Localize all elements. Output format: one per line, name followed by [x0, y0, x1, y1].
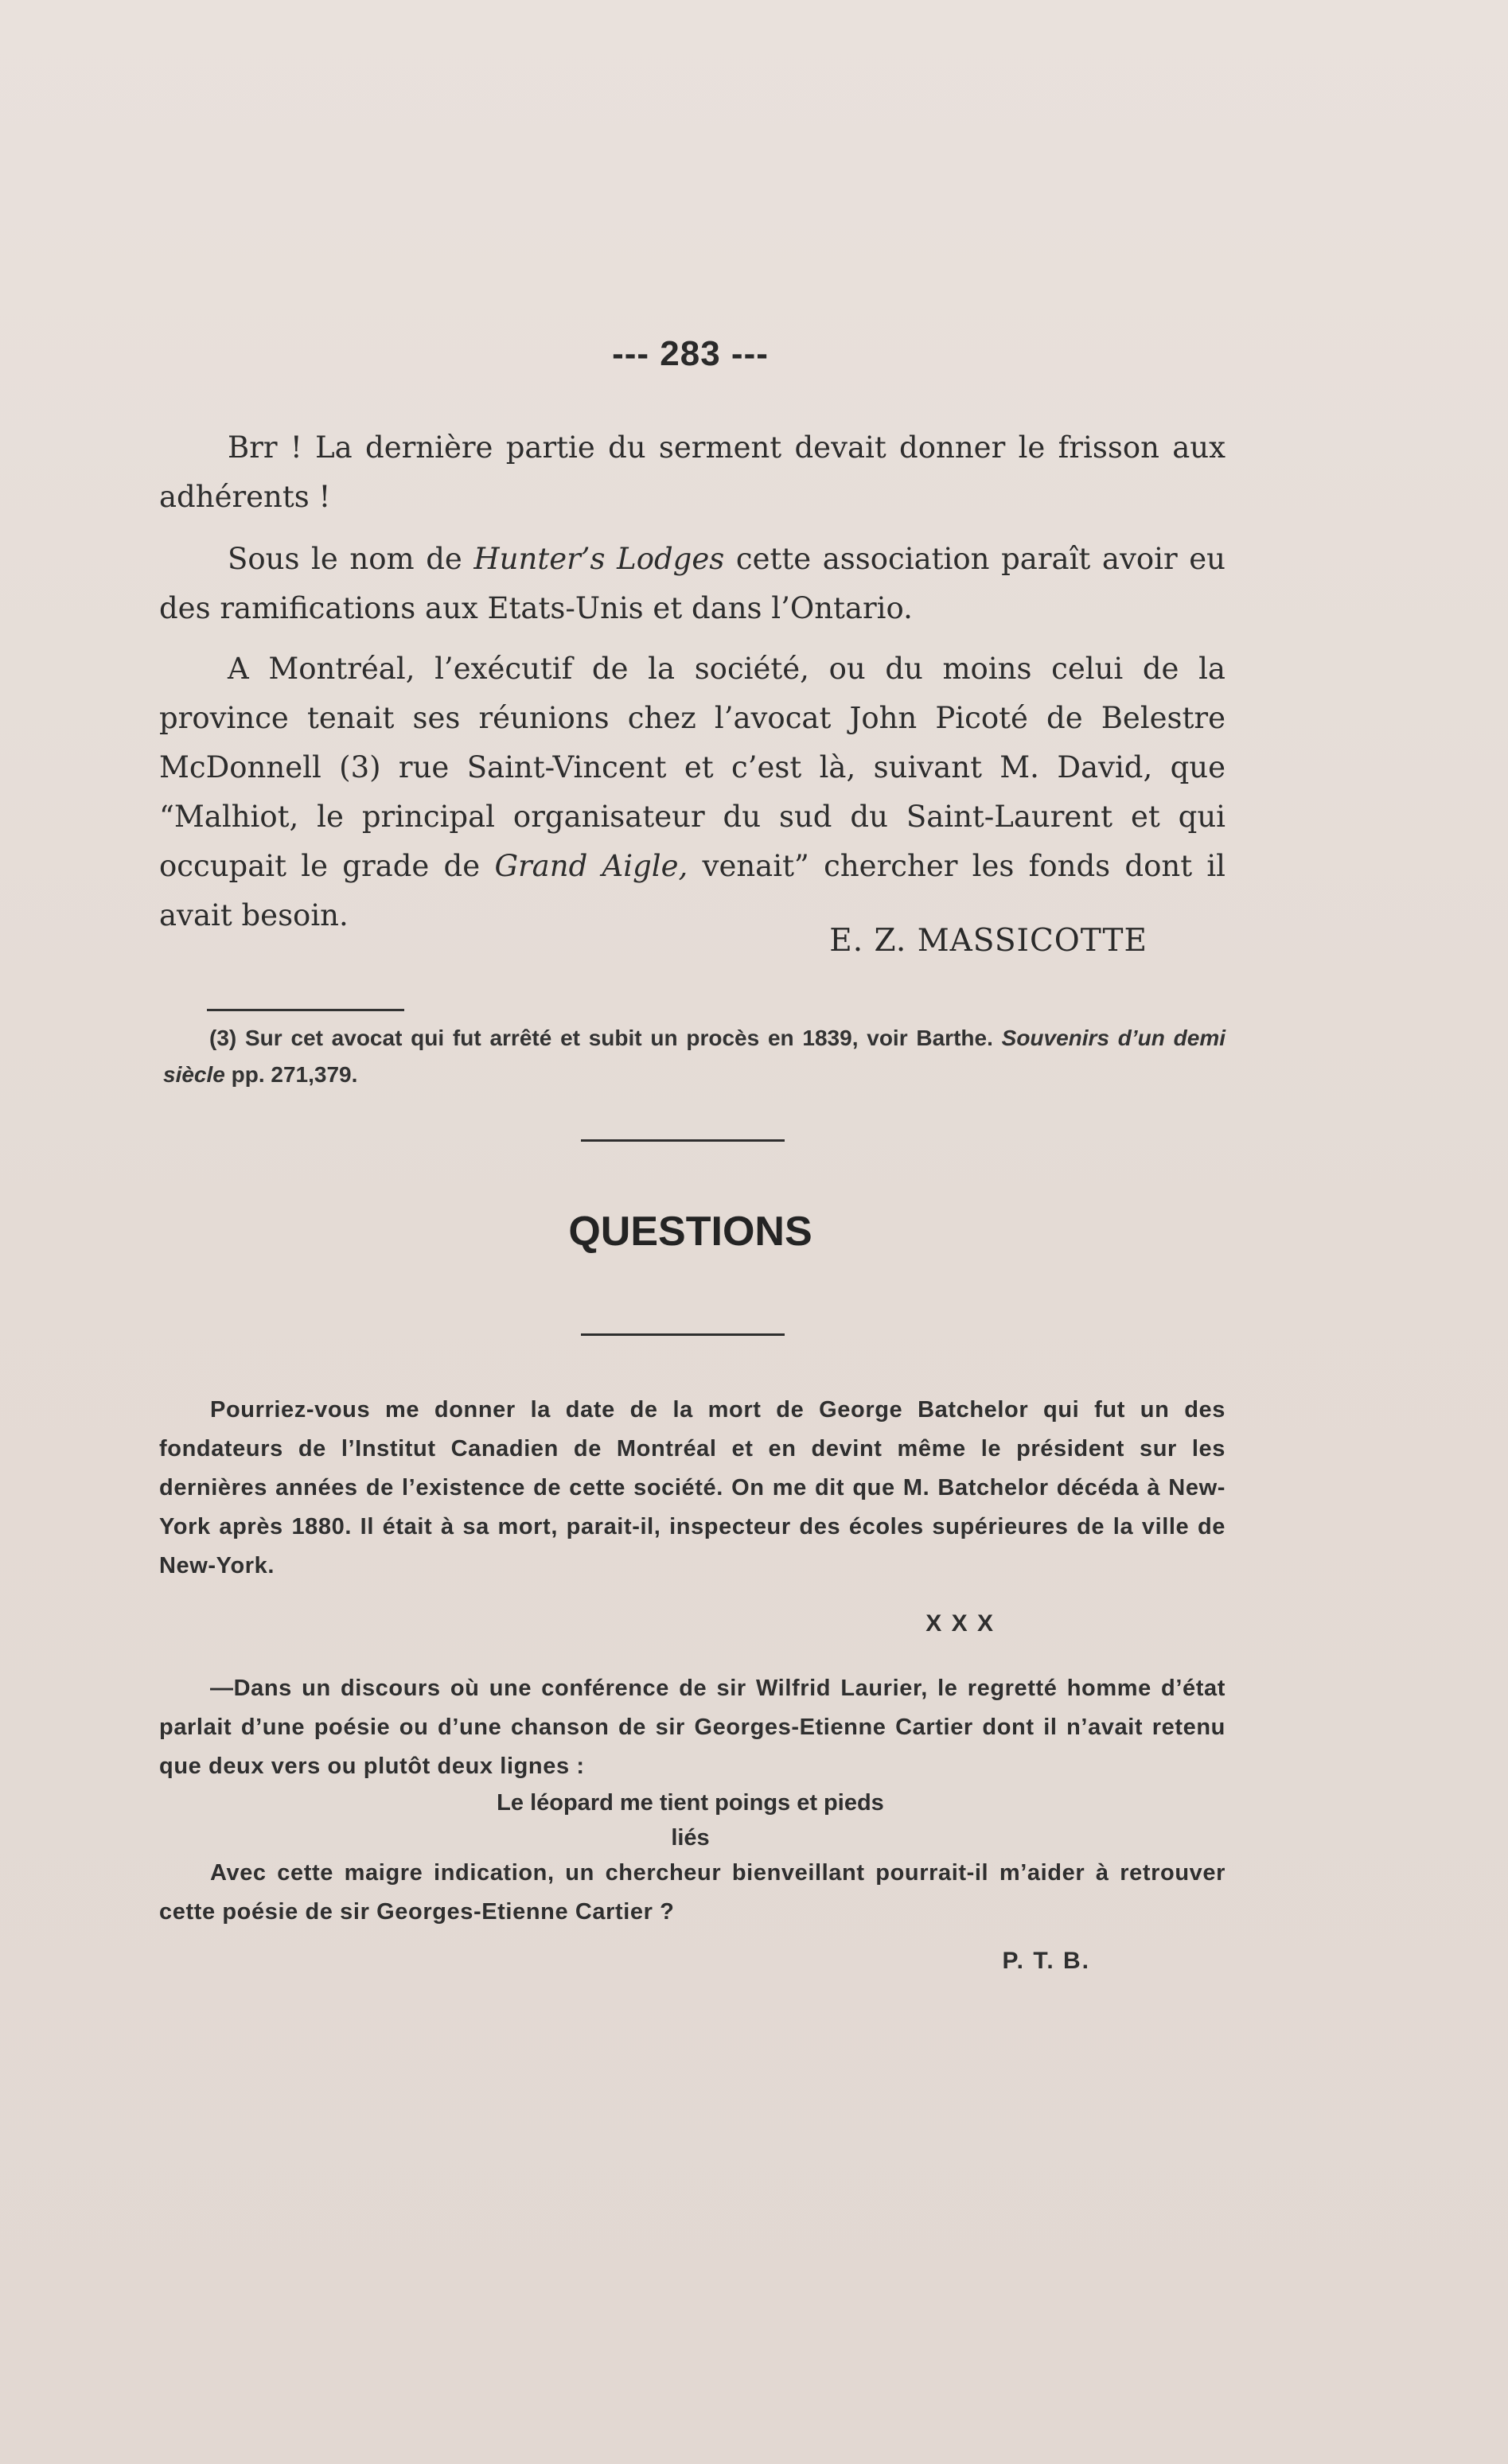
para3-end: venait” chercher les fonds dont il avait besoin. [159, 849, 1226, 932]
para3-body: A Montréal, l’exécutif de la société, ou du moins celui de la province tenait ses réunions chez l’avocat John Picoté de Belestre McDonnell (3) rue Saint-Vincent et c’est là, suivant M. David, que “Malhiot, le principal organisateur du sud du Saint-Laurent et qui occupait le grade de [159, 652, 1225, 883]
footnote-pages: pp. 271,379. [231, 1062, 358, 1087]
footnote-book-title: Souvenirs d’un demi siècle [163, 1026, 1226, 1087]
question-batchelor: Pourriez-vous me donner la date de la mort de George Batchelor qui fut un des fondateurs de l’Institut Canadien de Montréal et en devint même le président sur les dernières années de l’existence de cette société. On me dit que M. Batchelor décéda à New-York après 1880. Il était à sa mort, parait-il, inspecteur des écoles supérieures de la ville de New-York. [159, 1397, 1225, 1578]
footnote [163, 1020, 1225, 1093]
hunters-lodges-italic: Hunter’s Lodges [473, 542, 725, 576]
question-batchelor-signature: X X X [925, 1610, 995, 1637]
para2-rest: cette association paraît avoir eu des ramifications aux Etats-Unis et dans l’Ontario. [159, 542, 1225, 625]
section-rule-top [581, 1139, 785, 1142]
question-cartier-continued: Avec cette maigre indication, un chercheur bienveillant pourrait-il m’aider à retrouver cette poésie de sir Georges-Etienne Cartier ? [159, 1860, 1225, 1925]
para2-prefix: Sous le nom de [228, 542, 462, 576]
verse-line-1: Le léopard me tient poings et pieds [497, 1790, 884, 1816]
paragraph-oath: Brr ! La dernière partie du serment devait donner le frisson aux adhérents ! [159, 430, 1225, 514]
author-signature: E. Z. MASSICOTTE [829, 923, 1148, 959]
paragraph-montreal [159, 644, 1225, 940]
footnote-text: (3) Sur cet avocat qui fut arrêté et subit un procès en 1839, voir Barthe. [209, 1026, 993, 1050]
paragraph-hunters-lodges [159, 535, 1225, 633]
page-number: --- 283 --- [612, 334, 769, 373]
section-rule-bottom [581, 1333, 785, 1336]
section-title: QUESTIONS [568, 1209, 812, 1255]
footnote-rule [207, 1009, 404, 1011]
question-cartier: —Dans un discours où une conférence de sir Wilfrid Laurier, le regretté homme d’état parlait d’une poésie ou d’une chanson de sir Georges-Etienne Cartier dont il n’avait retenu que deux vers ou plutôt deux lignes : [159, 1676, 1225, 1779]
question-cartier-signature: P. T. B. [1002, 1948, 1090, 1974]
grand-aigle-italic: Grand Aigle, [494, 849, 688, 883]
verse-line-2: liés [671, 1825, 710, 1851]
